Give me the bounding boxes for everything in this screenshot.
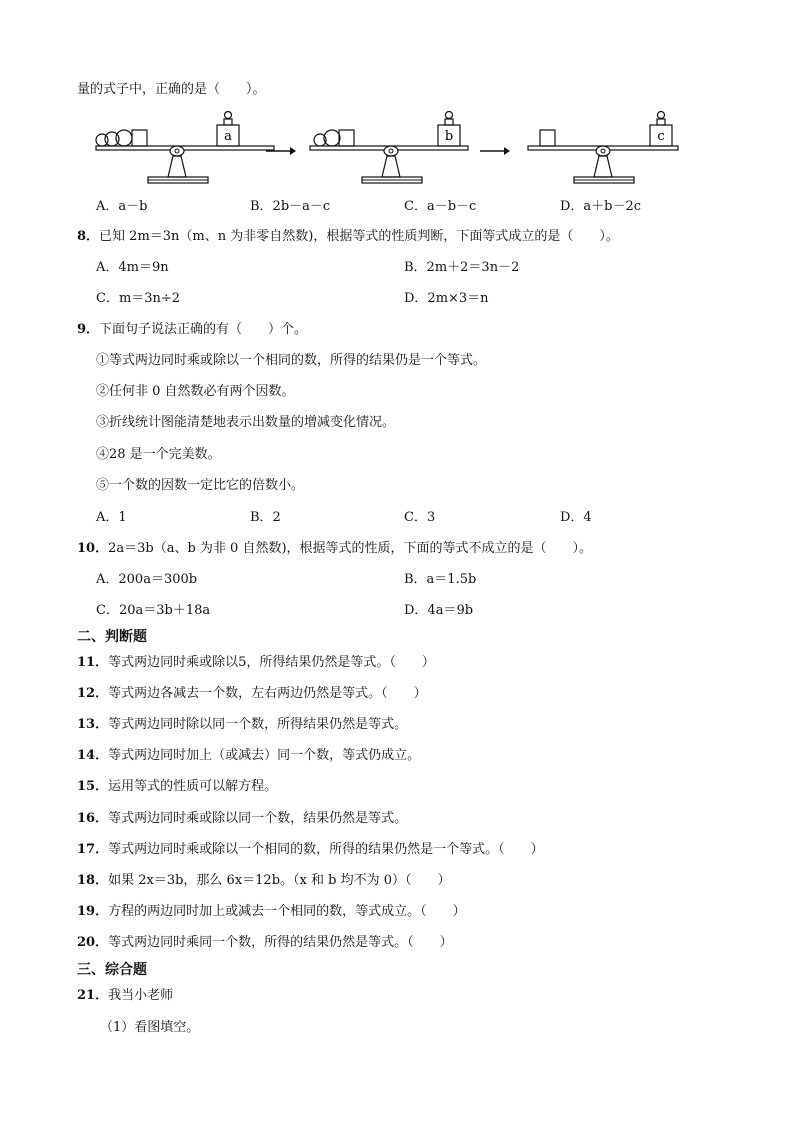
q9-option-c[interactable]: C．3 (404, 510, 436, 525)
q9-statement-2: ②任何非 0 自然数必有两个因数。 (96, 384, 295, 399)
question-number: 19． (77, 904, 109, 919)
question-number: 11． (77, 655, 109, 670)
question-text: 我当小老师 (108, 988, 174, 1003)
question-number: 21． (77, 988, 109, 1003)
question-number: 15． (77, 779, 109, 794)
question-text: 下面句子说法正确的有（ ）个。 (99, 322, 308, 337)
q9-statement-4: ④28 是一个完美数。 (96, 447, 221, 462)
judge-question-19 (77, 904, 466, 920)
question-text: 方程的两边同时加上或减去一个相同的数，等式成立。（ ） (108, 904, 466, 919)
question-text: 运用等式的性质可以解方程。 (108, 779, 278, 794)
question-number: 8． (77, 229, 100, 244)
question-text: 等式两边同时乘或除以5，所得结果仍然是等式。（ ） (108, 655, 435, 670)
question-7-tail: 量的式子中，正确的是（ ）。 (77, 82, 266, 97)
question-number: 18． (77, 873, 109, 888)
question-number: 14． (77, 748, 109, 763)
circle-weight-icon (324, 130, 340, 146)
question-number: 13． (77, 717, 109, 732)
q8-option-c[interactable]: C．m＝3n÷2 (96, 291, 181, 306)
judge-question-15 (77, 779, 277, 795)
question-text: 如果 2x＝3b，那么 6x＝12b。（x 和 b 均不为 0）（ ） (108, 873, 451, 888)
question-text: 等式两边同时乘同一个数，所得的结果仍然是等式。（ ） (108, 935, 453, 950)
arrow-right-icon (480, 147, 510, 155)
q9-option-a[interactable]: A．1 (96, 510, 127, 525)
question-text: 2a＝3b（a、b 为非 0 自然数)，根据等式的性质，下面的等式不成立的是（ ）。 (108, 541, 593, 556)
question-text: 等式两边同时乘或除以同一个数，结果仍然是等式。 (108, 811, 408, 826)
balance-scale-1 (96, 112, 274, 184)
question-9 (77, 322, 307, 338)
weight-label: a (224, 129, 232, 144)
q9-statement-3: ③折线统计图能清楚地表示出数量的增减变化情况。 (96, 415, 396, 430)
balance-scale-2 (310, 112, 468, 184)
arrow-right-icon (266, 147, 296, 155)
q7-option-a[interactable]: A．a－b (96, 199, 148, 214)
judge-question-16 (77, 811, 407, 827)
q10-option-d[interactable]: D．4a＝9b (404, 603, 474, 618)
q7-option-c[interactable]: C．a－b－c (404, 199, 477, 214)
judge-question-20 (77, 935, 453, 951)
question-10 (77, 541, 592, 557)
square-weight-icon (339, 130, 354, 146)
q21-subquestion-1: （1）看图填空。 (100, 1020, 200, 1035)
q9-option-b[interactable]: B．2 (250, 510, 281, 525)
q7-option-d[interactable]: D．a＋b－2c (560, 199, 642, 214)
q8-option-b[interactable]: B．2m＋2＝3n－2 (404, 260, 520, 275)
question-number: 17． (77, 842, 109, 857)
q8-option-a[interactable]: A．4m＝9n (96, 260, 169, 275)
q9-statement-1: ①等式两边同时乘或除以一个相同的数，所得的结果仍是一个等式。 (96, 353, 487, 368)
q9-statement-5: ⑤一个数的因数一定比它的倍数小。 (96, 478, 305, 493)
section-heading-judgement: 二、判断题 (77, 629, 147, 645)
q9-option-d[interactable]: D．4 (560, 510, 592, 525)
q7-option-b[interactable]: B．2b－a－c (250, 199, 331, 214)
question-8 (77, 229, 619, 245)
section-heading-comprehensive: 三、综合题 (77, 962, 147, 978)
judge-question-12 (77, 686, 427, 702)
question-number: 9． (77, 322, 100, 337)
q10-option-c[interactable]: C．20a＝3b＋18a (96, 603, 211, 618)
question-text: 等式两边同时除以同一个数，所得结果仍然是等式。 (108, 717, 408, 732)
question-text: 已知 2m＝3n（m、n 为非零自然数)，根据等式的性质判断，下面等式成立的是（ ）。 (99, 229, 619, 244)
q10-option-a[interactable]: A．200a＝300b (96, 572, 198, 587)
judge-question-17 (77, 842, 544, 858)
balance-scale-3 (528, 112, 678, 184)
square-weight-icon (132, 130, 147, 146)
question-text: 等式两边同时乘或除以一个相同的数，所得的结果仍然是一个等式。（ ） (108, 842, 544, 857)
question-text: 等式两边同时加上（或减去）同一个数，等式仍成立。 (108, 748, 421, 763)
question-number: 12． (77, 686, 109, 701)
square-weight-icon (540, 130, 555, 146)
judge-question-14 (77, 748, 420, 764)
question-number: 10． (77, 541, 109, 556)
question-number: 16． (77, 811, 109, 826)
judge-question-13 (77, 717, 407, 733)
weight-label: b (444, 129, 454, 144)
question-text: 等式两边各减去一个数，左右两边仍然是等式。（ ） (108, 686, 427, 701)
question-21 (77, 988, 173, 1004)
q8-option-d[interactable]: D．2m×3＝n (404, 291, 489, 306)
judge-question-11 (77, 655, 435, 671)
weight-label: c (657, 129, 665, 144)
question-number: 20． (77, 935, 109, 950)
q10-option-b[interactable]: B．a＝1.5b (404, 572, 477, 587)
judge-question-18 (77, 873, 450, 889)
balance-scales-figure (88, 104, 688, 190)
